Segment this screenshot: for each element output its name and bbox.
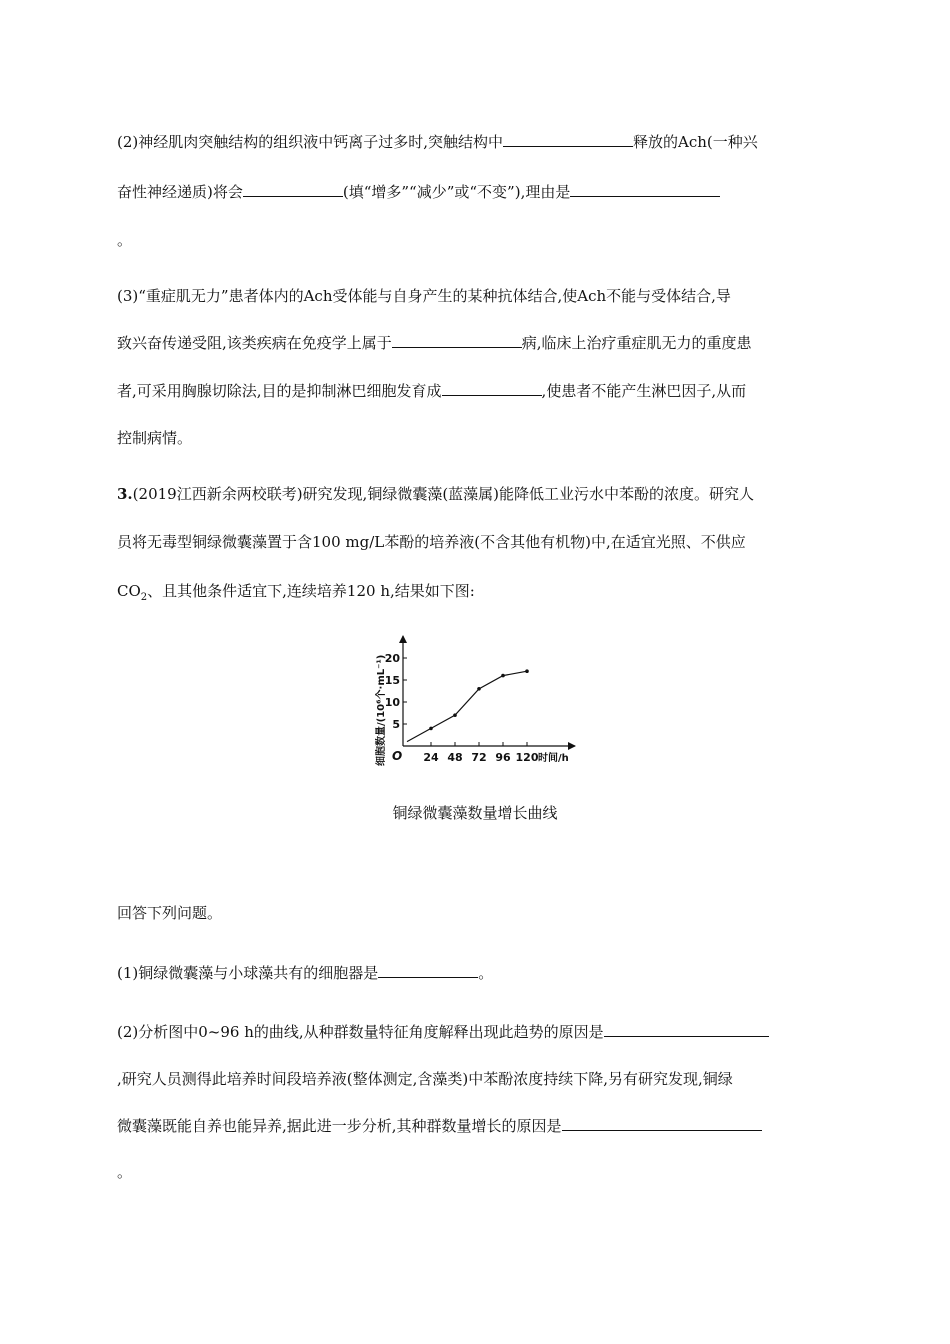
q2-3-line4: 控制病情。 bbox=[117, 429, 193, 447]
q2-2-line2: 奋性神经递质)将会 (填“增多”“减少”或“不变”),理由是 bbox=[117, 182, 720, 202]
answer-blank[interactable] bbox=[503, 132, 633, 147]
y-axis-label: 细胞数量/(10⁶个·mL⁻¹) bbox=[376, 654, 387, 766]
data-point bbox=[501, 674, 505, 678]
q2-2-line1: (2)神经肌肉突触结构的组织液中钙离子过多时,突触结构中 释放的Ach(一种兴 bbox=[117, 133, 758, 151]
growth-chart bbox=[370, 628, 585, 773]
answer-blank[interactable] bbox=[570, 182, 720, 197]
question-number: 3. bbox=[117, 485, 133, 503]
x-tick-label: 72 bbox=[471, 751, 487, 764]
answer-blank[interactable] bbox=[392, 333, 522, 348]
q3-sub2-line2: ,研究人员测得此培养时间段培养液(整体测定,含藻类)中苯酚浓度持续下降,另有研究发现,铜绿 bbox=[117, 1070, 733, 1088]
x-tick-label: 96 bbox=[495, 751, 511, 764]
data-point bbox=[429, 727, 433, 731]
answer-blank[interactable] bbox=[378, 963, 478, 978]
y-tick-label: 5 bbox=[392, 718, 400, 731]
q3-sub2-line3: 微囊藻既能自养也能异养,据此进一步分析,其种群数量增长的原因是 bbox=[117, 1116, 762, 1136]
y-tick-label: 15 bbox=[384, 674, 400, 687]
x-axis-label: 时间/h bbox=[538, 753, 569, 764]
answer-blank[interactable] bbox=[604, 1022, 769, 1037]
q3-sub1: (1)铜绿微囊藻与小球藻共有的细胞器是 。 bbox=[117, 964, 494, 982]
x-tick-label: 120 bbox=[515, 751, 539, 764]
data-point bbox=[477, 687, 481, 691]
series-line bbox=[407, 671, 527, 741]
answer-blank[interactable] bbox=[562, 1116, 762, 1131]
answer-blank[interactable] bbox=[243, 182, 343, 197]
q3-line1: 3.(2019江西新余两校联考)研究发现,铜绿微囊藻(蓝藻属)能降低工业污水中苯酚的浓度。研究人 bbox=[117, 485, 755, 503]
q3-sub2-line4: 。 bbox=[117, 1163, 133, 1181]
q2-3-line3: 者,可采用胸腺切除法,目的是抑制淋巴细胞发育成 ,使患者不能产生淋巴因子,从而 bbox=[117, 382, 747, 400]
x-tick-label: 24 bbox=[423, 751, 439, 764]
y-tick-label: 20 bbox=[384, 652, 400, 665]
q2-3-line2: 致兴奋传递受阻,该类疾病在免疫学上属于 病,临床上治疗重症肌无力的重度患 bbox=[117, 334, 752, 352]
q3-line2: 员将无毒型铜绿微囊藻置于含100 mg/L苯酚的培养液(不含其他有机物)中,在适宜光照、不供应 bbox=[117, 533, 746, 551]
data-point bbox=[525, 669, 529, 673]
q3-sub2-line1: (2)分析图中0~96 h的曲线,从种群数量特征角度解释出现此趋势的原因是 bbox=[117, 1022, 769, 1042]
q2-2-line3: 。 bbox=[117, 231, 133, 249]
x-tick-label: 48 bbox=[447, 751, 463, 764]
q3-line3: $CO_2$、且其他条件适宜下,连续培养120 h,结果如下图: bbox=[117, 582, 475, 603]
chart-caption: 铜绿微囊藻数量增长曲线 bbox=[392, 804, 558, 822]
q2-3-line1: (3)“重症肌无力”患者体内的Ach受体能与自身产生的某种抗体结合,使Ach不能与受体结合,导 bbox=[117, 287, 731, 305]
data-point bbox=[453, 713, 457, 717]
origin-label: O bbox=[392, 749, 403, 763]
answer-blank[interactable] bbox=[442, 381, 542, 396]
y-tick-label: 10 bbox=[384, 696, 400, 709]
q3-prompt: 回答下列问题。 bbox=[117, 904, 223, 922]
